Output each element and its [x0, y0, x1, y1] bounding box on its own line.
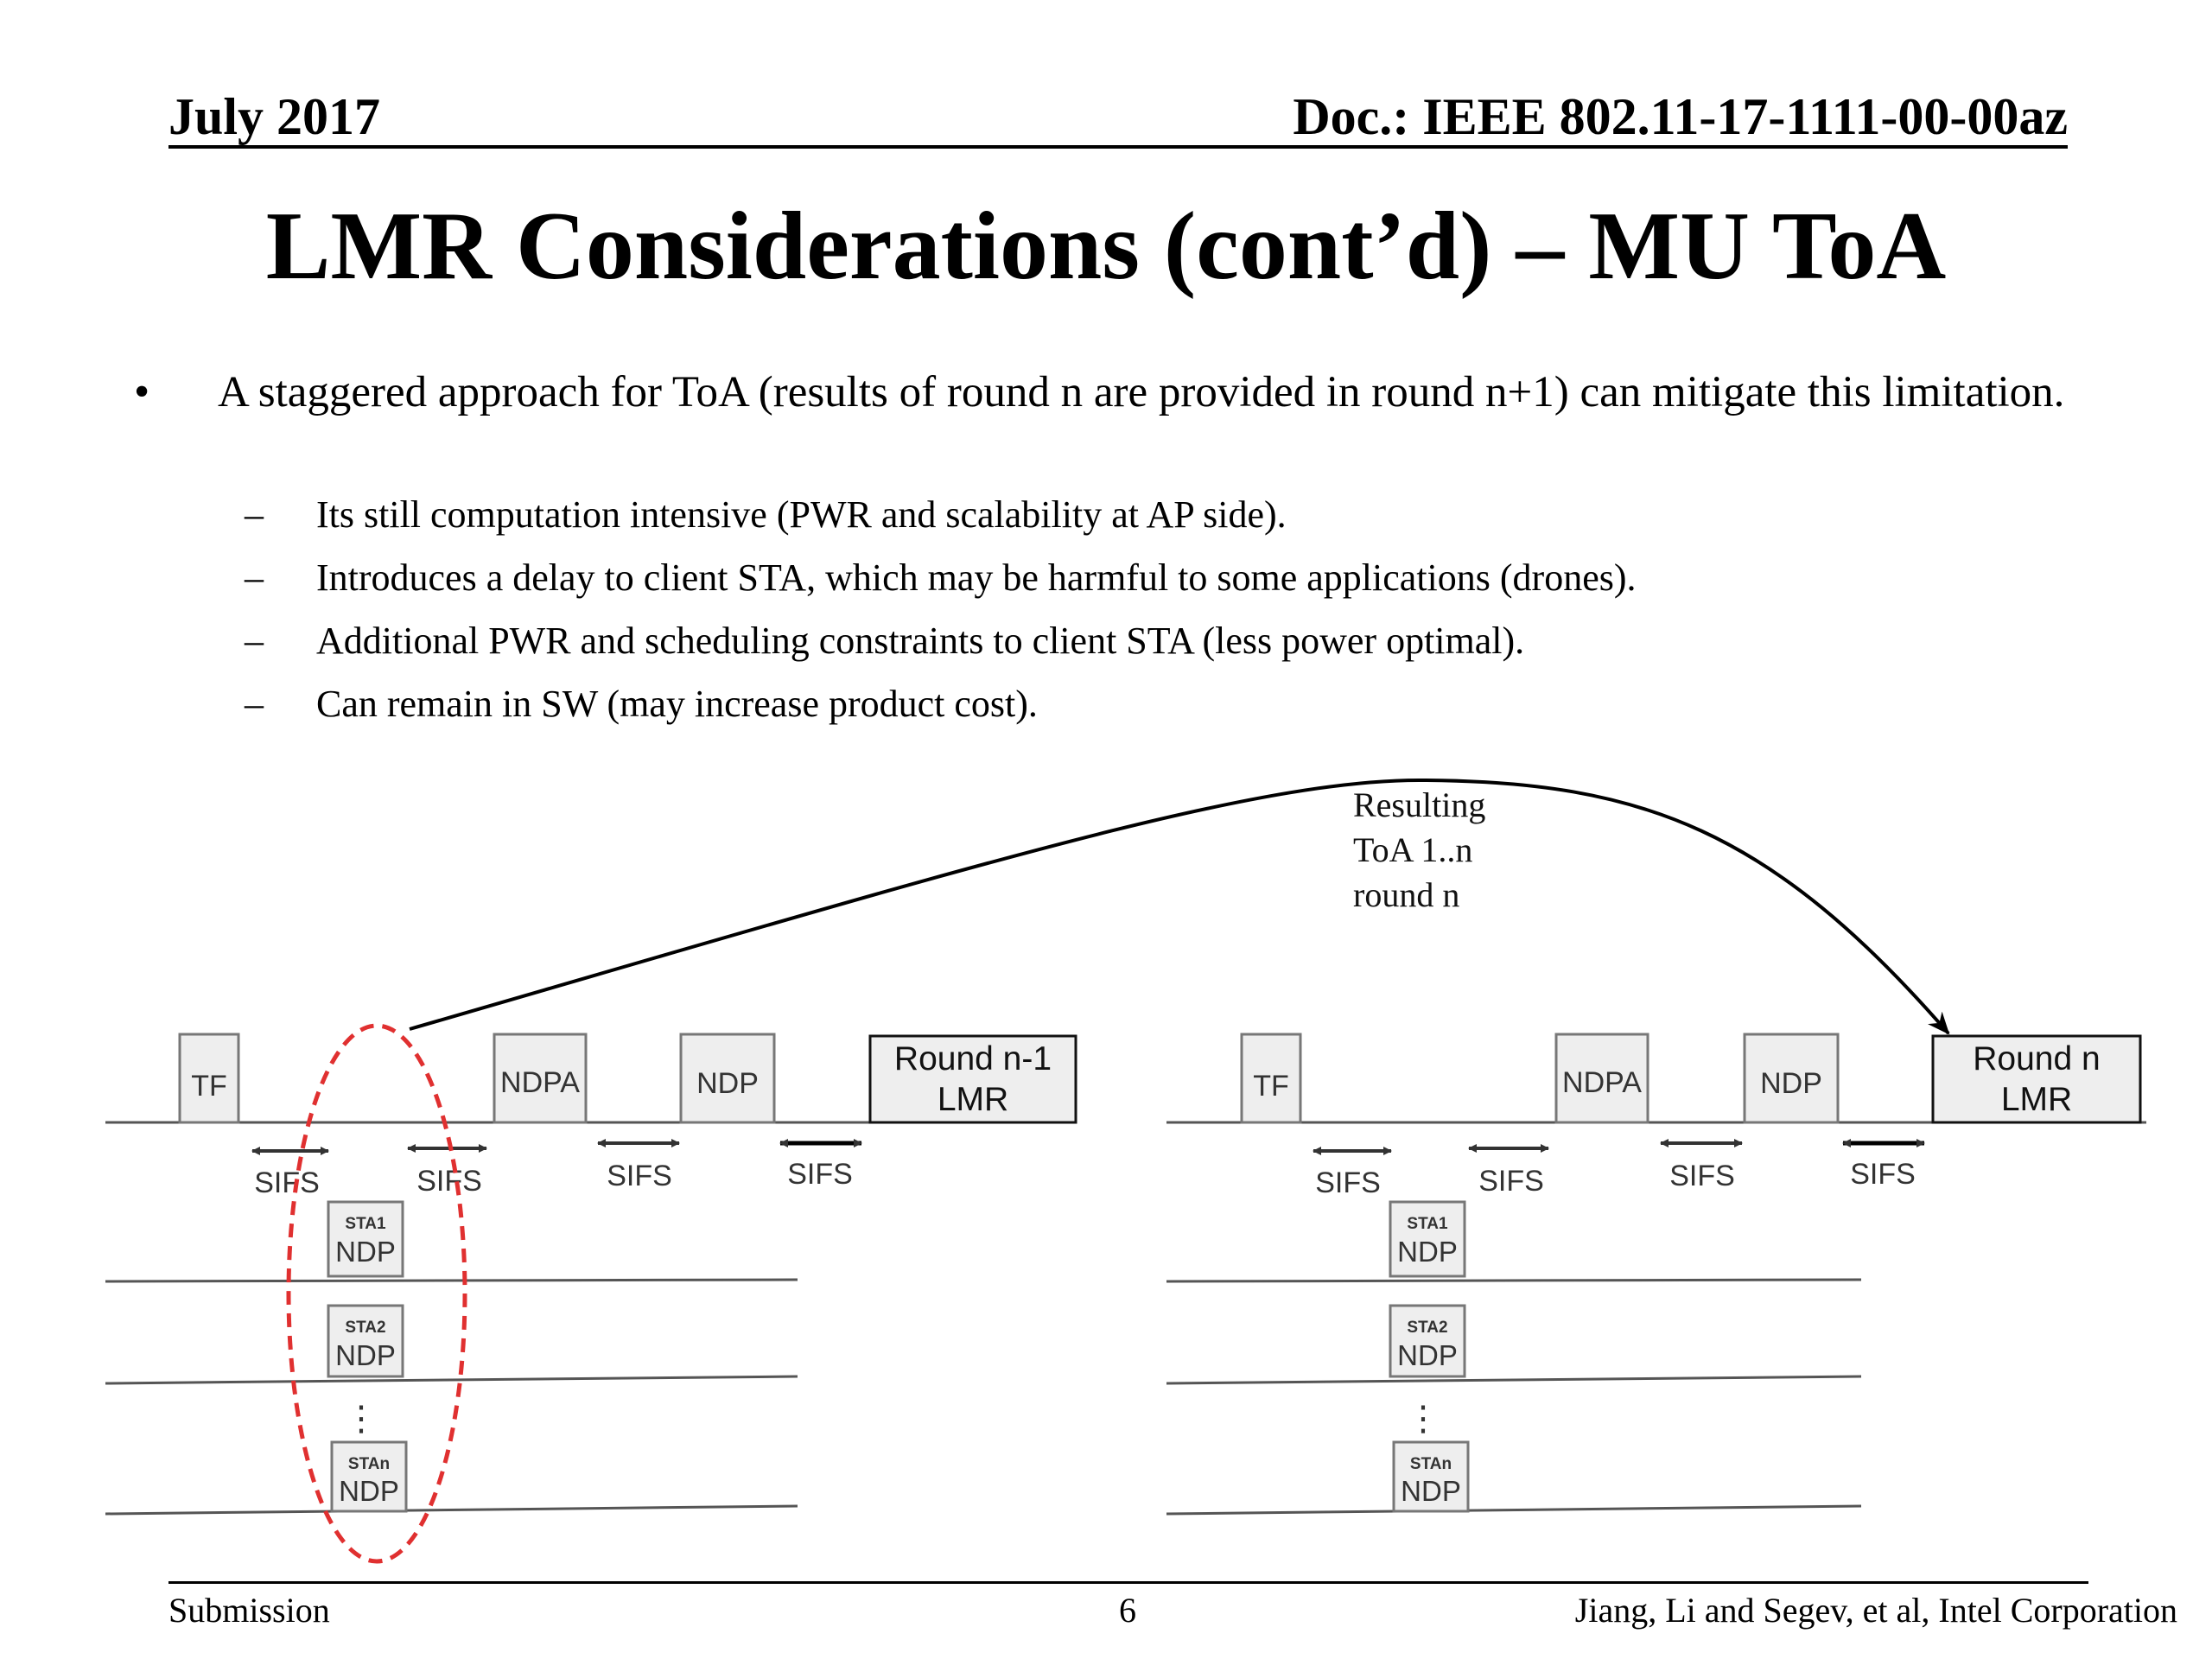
sta1-label: STA1 — [1407, 1215, 1448, 1233]
lmr-label-line2: LMR — [937, 1081, 1009, 1118]
sub-bullet-marker: – — [245, 493, 264, 536]
sub-bullet-marker: – — [245, 620, 264, 662]
sub-bullet-1: Its still computation intensive (PWR and scalability at AP side). — [316, 493, 1287, 536]
header-doc-id: Doc.: IEEE 802.11-17-1111-00-00az — [1293, 88, 2068, 145]
more-stations-ellipsis: ⋮ — [1406, 1400, 1440, 1438]
sta2-ndp-label: NDP — [335, 1339, 396, 1371]
sub-bullet-2: Introduces a delay to client STA, which may be harmful to some applications (drones). — [316, 556, 1637, 599]
more-stations-ellipsis: ⋮ — [344, 1400, 378, 1438]
sta2-label: STA2 — [345, 1319, 386, 1337]
ndpa-label: NDPA — [500, 1066, 580, 1099]
sta1-ndp-label: NDP — [1397, 1236, 1458, 1268]
sifs-label: SIFS — [607, 1160, 672, 1192]
sta1-timeline — [105, 1280, 798, 1281]
sifs-label: SIFS — [254, 1166, 320, 1199]
page-number: 6 — [1119, 1591, 1136, 1630]
tf-label: TF — [1253, 1070, 1289, 1103]
tf-label: TF — [191, 1070, 227, 1103]
annotation-line-3: round n — [1353, 875, 1460, 914]
stan-label: STAn — [1409, 1455, 1452, 1473]
sifs-label: SIFS — [1850, 1158, 1916, 1191]
sub-bullet-3: Additional PWR and scheduling constraints to client STA (less power optimal). — [316, 620, 1525, 662]
stan-ndp-label: NDP — [339, 1475, 399, 1507]
bullet-marker: • — [134, 367, 150, 416]
sta2-label: STA2 — [1407, 1319, 1448, 1337]
sta2-timeline — [105, 1376, 798, 1383]
sta1-ndp-label: NDP — [335, 1236, 396, 1268]
sta2-ndp-label: NDP — [1397, 1339, 1458, 1371]
ndpa-label: NDPA — [1562, 1066, 1642, 1099]
stan-label: STAn — [347, 1455, 391, 1473]
footer-authors: Jiang, Li and Segev, et al, Intel Corporation — [1574, 1591, 2177, 1630]
slide-title: LMR Considerations (cont’d) – MU ToA — [265, 193, 1947, 300]
header-date: July 2017 — [168, 88, 381, 145]
sifs-label: SIFS — [1478, 1165, 1544, 1198]
footer-divider — [168, 1581, 2088, 1584]
lmr-label-line2: LMR — [2000, 1081, 2073, 1118]
sifs-label: SIFS — [787, 1158, 853, 1191]
sub-bullet-4: Can remain in SW (may increase product cost). — [316, 683, 1038, 725]
annotation-line-2: ToA 1..n — [1353, 830, 1473, 869]
lmr-label-line1: Round n-1 — [893, 1040, 1052, 1077]
result-carry-arrow — [410, 780, 1948, 1033]
right-timeline — [1166, 1034, 2146, 1514]
stan-timeline — [1166, 1506, 1861, 1514]
sifs-label: SIFS — [416, 1165, 482, 1198]
lmr-label-line1: Round n — [1973, 1040, 2101, 1077]
sta1-label: STA1 — [345, 1215, 386, 1233]
sifs-label: SIFS — [1315, 1166, 1381, 1199]
footer-submission: Submission — [168, 1591, 330, 1630]
sub-bullet-marker: – — [245, 683, 264, 725]
stan-ndp-label: NDP — [1401, 1475, 1461, 1507]
sta2-timeline — [1166, 1376, 1861, 1383]
sub-bullet-marker: – — [245, 556, 264, 599]
ndp-label: NDP — [696, 1067, 759, 1100]
sta1-timeline — [1166, 1280, 1861, 1281]
bullet-text: A staggered approach for ToA (results of round n are provided in round n+1) can mitigate this limitation. — [218, 368, 2065, 416]
sifs-label: SIFS — [1669, 1160, 1735, 1192]
left-timeline — [105, 1026, 1076, 1561]
ndp-label: NDP — [1760, 1067, 1822, 1100]
stan-timeline — [105, 1506, 798, 1514]
annotation-line-1: Resulting — [1353, 785, 1486, 824]
